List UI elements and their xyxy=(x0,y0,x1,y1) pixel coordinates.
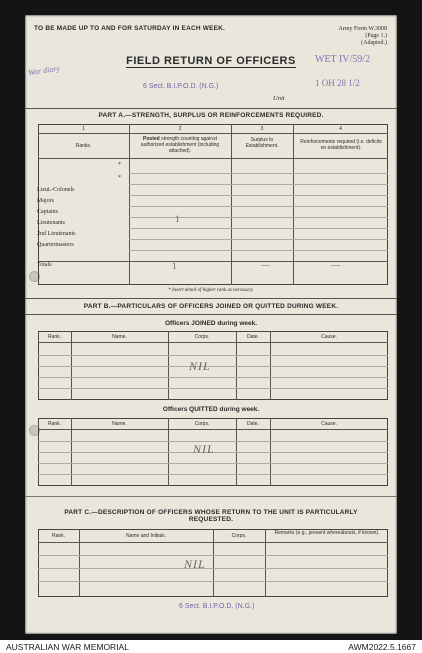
handwritten-war-diary: War diary xyxy=(27,63,61,78)
totals-label: Totals xyxy=(37,262,52,268)
rank-2nd-lieutenants: 2nd Lieutenants xyxy=(37,231,76,237)
part-a-footnote: * Insert detail of higher rank as necessary. xyxy=(168,288,254,293)
rank-lieut-colonels: Lieut.-Colonels xyxy=(37,187,75,193)
col-corps: Corps. xyxy=(231,533,247,539)
col-name: Name. xyxy=(112,421,127,427)
quitted-heading: Officers QUITTED during week. xyxy=(162,406,260,413)
col-corps: Corps. xyxy=(194,334,210,340)
totals-posted-value: 1 xyxy=(172,261,177,271)
col-header-posted: Posted strength counting against authorized establishment (including attached). xyxy=(140,136,220,154)
unit-stamp: 6 Sect. B.I.P.O.D. (N.G.) xyxy=(143,83,219,90)
part-b-heading: PART B.—PARTICULARS OF OFFICERS JOINED OR QUITTED DURING WEEK. xyxy=(83,303,339,310)
col-date: Date. xyxy=(247,421,259,427)
col-date: Date. xyxy=(247,334,259,340)
col-cause: Cause. xyxy=(321,334,337,340)
joined-nil: NIL xyxy=(189,359,211,373)
joined-heading: Officers JOINED during week. xyxy=(164,320,258,327)
caption-left: AUSTRALIAN WAR MEMORIAL xyxy=(6,642,129,652)
col-rank: Rank. xyxy=(51,533,66,539)
col-header-surplus: Surplus to Establishment. xyxy=(245,137,279,149)
divider xyxy=(25,108,397,109)
document-title: FIELD RETURN OF OFFICERS xyxy=(126,55,296,67)
document-page xyxy=(25,15,397,634)
part-a-heading: PART A.—STRENGTH, SURPLUS OR REINFORCEMENTS REQUIRED. xyxy=(98,112,324,119)
col-remarks: Remarks (e.g., present whereabouts, if known). xyxy=(274,530,380,536)
fold-line xyxy=(25,496,397,497)
unit-label: Unit xyxy=(273,95,285,102)
col-corps: Corps. xyxy=(194,421,210,427)
part-c-heading: PART C.—DESCRIPTION OF OFFICERS WHOSE RETURN TO THE UNIT IS PARTICULARLY REQUESTED. xyxy=(64,509,358,523)
divider xyxy=(25,298,397,299)
caption-right: AWM2022.5.1667 xyxy=(348,642,416,652)
col-rank: Rank. xyxy=(47,334,62,340)
asterisk: * xyxy=(118,162,121,168)
col-number: 4 xyxy=(339,126,342,132)
col-header-ranks: Ranks. xyxy=(75,143,92,149)
col-header-reinforcements: Reinforcements required (i.e. deficits on establishment). xyxy=(300,139,382,151)
asterisk: * xyxy=(118,175,121,181)
divider xyxy=(25,314,397,315)
quitted-nil: NIL xyxy=(193,442,215,456)
col-name-initials: Name and Initials. xyxy=(125,533,167,539)
col-cause: Cause. xyxy=(321,421,337,427)
rank-majors: Majors xyxy=(37,198,54,204)
rank-captains: Captains xyxy=(37,209,58,215)
col-number: 2 xyxy=(178,126,182,132)
col-rank: Rank. xyxy=(47,421,62,427)
rank-quartermasters: Quartermasters xyxy=(37,242,74,248)
top-note: TO BE MADE UP TO AND FOR SATURDAY IN EACH WEEK. xyxy=(34,25,226,32)
col-name: Name. xyxy=(112,334,127,340)
army-form-number: Army Form W.3008 (Page 1.) (Adapted.) xyxy=(338,26,387,46)
col-number: 3 xyxy=(260,126,264,132)
handwritten-reference-1: WET IV/59/2 xyxy=(315,54,371,65)
col-number: 1 xyxy=(82,126,85,132)
handwritten-reference-2: 1 OH 28 1/2 xyxy=(315,78,360,88)
totals-surplus-value: — xyxy=(261,260,270,270)
part-c-nil: NIL xyxy=(184,557,206,571)
totals-reinforcements-value: — xyxy=(331,260,340,270)
lieutenants-posted-value: 1 xyxy=(175,214,180,224)
bottom-stamp: 6 Sect. B.I.P.O.D. (N.G.) xyxy=(179,603,255,610)
rank-lieutenants: Lieutenants xyxy=(37,220,65,226)
